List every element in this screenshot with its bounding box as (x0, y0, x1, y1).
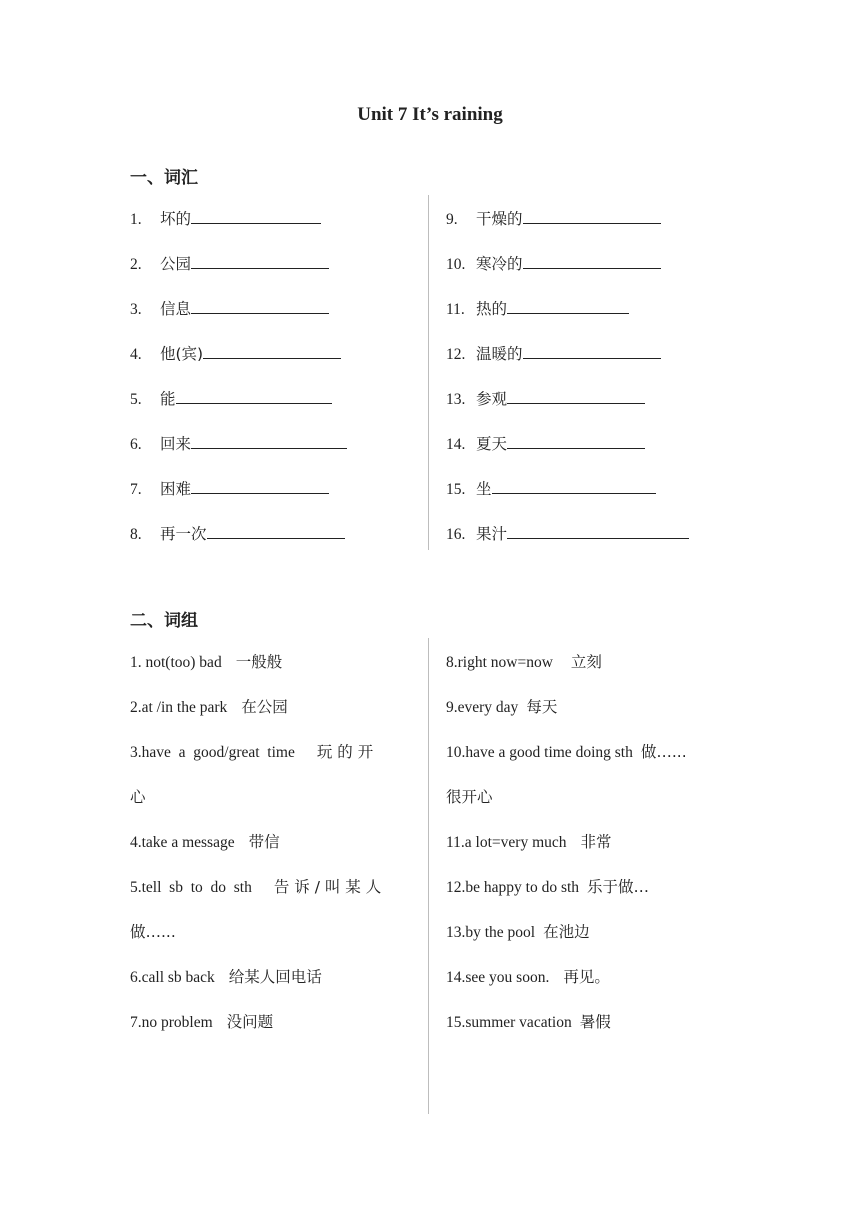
vocab-left-column (130, 197, 420, 557)
phrase-item: 6.call sb back 给某人回电话 (130, 968, 322, 986)
vocab-right-column (446, 197, 736, 557)
phrase-item: 2.at /in the park 在公园 (130, 698, 288, 716)
phrase-item: 9.every day 每天 (446, 698, 558, 716)
phrase-item: 3.have a good/great time 玩 的 开 (130, 743, 374, 761)
answer-blank[interactable] (191, 479, 329, 494)
vocab-item: 6. 回来 (130, 422, 420, 467)
answer-blank[interactable] (523, 254, 661, 269)
vocab-item: 12. 温暖的 (446, 332, 736, 377)
phrase-item: 8.right now=now 立刻 (446, 653, 602, 671)
phrase-item: 12.be happy to do sth 乐于做… (446, 878, 650, 896)
phrases-right-column (446, 640, 746, 1045)
answer-blank[interactable] (207, 524, 345, 539)
vocab-item: 15. 坐 (446, 467, 736, 512)
answer-blank[interactable] (191, 254, 329, 269)
vocab-item: 1. 坏的 (130, 197, 420, 242)
phrase-item: 11.a lot=very much 非常 (446, 833, 612, 851)
answer-blank[interactable] (523, 209, 661, 224)
vocab-item: 5. 能 (130, 377, 420, 422)
vocab-item: 2. 公园 (130, 242, 420, 287)
phrases-left-column (130, 640, 418, 1045)
column-divider-phrases (428, 638, 429, 1114)
phrase-continuation: 做…... (130, 923, 176, 941)
answer-blank[interactable] (492, 479, 656, 494)
phrase-continuation: 很开心 (446, 788, 493, 806)
answer-blank[interactable] (507, 299, 629, 314)
answer-blank[interactable] (507, 389, 645, 404)
phrase-continuation: 心 (130, 788, 146, 806)
answer-blank[interactable] (191, 299, 329, 314)
answer-blank[interactable] (203, 344, 341, 359)
answer-blank[interactable] (176, 389, 332, 404)
vocab-item: 9. 干燥的 (446, 197, 736, 242)
phrase-item: 14.see you soon. 再见。 (446, 968, 610, 986)
phrase-item: 7.no problem 没问题 (130, 1013, 274, 1031)
vocab-item: 11. 热的 (446, 287, 736, 332)
phrase-item: 13.by the pool 在池边 (446, 923, 590, 941)
vocab-item: 8. 再一次 (130, 512, 420, 557)
answer-blank[interactable] (191, 434, 347, 449)
vocab-item: 7. 困难 (130, 467, 420, 512)
vocab-item: 13. 参观 (446, 377, 736, 422)
page-title: Unit 7 It’s raining (357, 104, 503, 125)
answer-blank[interactable] (523, 344, 661, 359)
phrase-item: 1. not(too) bad 一般般 (130, 653, 283, 671)
column-divider-vocab (428, 195, 429, 550)
phrase-item: 10.have a good time doing sth 做…... (446, 743, 687, 761)
section-heading-phrases: 二、词组 (130, 611, 198, 631)
answer-blank[interactable] (507, 434, 645, 449)
answer-blank[interactable] (191, 209, 321, 224)
phrase-item: 4.take a message 带信 (130, 833, 280, 851)
vocab-item: 14. 夏天 (446, 422, 736, 467)
phrase-item: 15.summer vacation 暑假 (446, 1013, 611, 1031)
vocab-item: 10. 寒冷的 (446, 242, 736, 287)
section-heading-vocab: 一、词汇 (130, 168, 198, 188)
vocab-item: 4. 他(宾) (130, 332, 420, 377)
phrase-item: 5.tell sb to do sth 告 诉 / 叫 某 人 (130, 878, 382, 896)
vocab-item: 16. 果汁 (446, 512, 736, 557)
vocab-item: 3. 信息 (130, 287, 420, 332)
answer-blank[interactable] (507, 524, 689, 539)
